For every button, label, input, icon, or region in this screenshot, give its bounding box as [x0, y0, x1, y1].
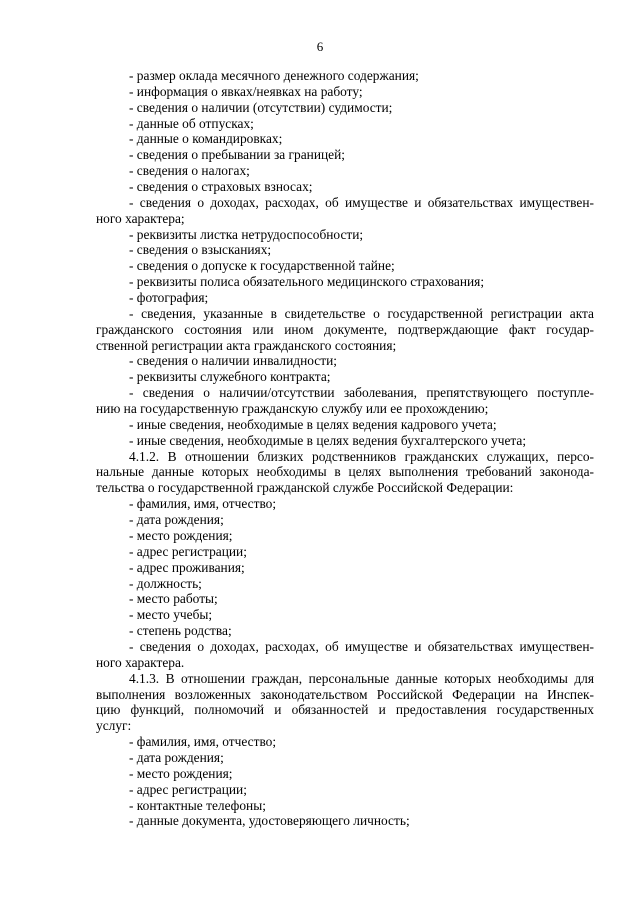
paragraph-line-indented: 4.1.3. В отношении граждан, персональные данные которых необходимы для	[129, 670, 594, 686]
paragraph-line: тельства о государственной гражданской службе Российской Федерации:	[96, 480, 514, 496]
paragraph-line-indented: - место рождения;	[129, 527, 233, 543]
paragraph-line-indented: - сведения о наличии (отсутствии) судимости;	[129, 99, 393, 115]
paragraph-line: нию на государственную гражданскую службу или ее прохождению;	[96, 401, 489, 417]
paragraph-line-indented: - место работы;	[129, 591, 218, 607]
paragraph-line-indented: - размер оклада месячного денежного содержания;	[129, 68, 419, 83]
paragraph-line-indented: - фамилия, имя, отчество;	[129, 734, 277, 750]
document-body	[96, 68, 594, 829]
paragraph-line-indented: - адрес регистрации;	[129, 781, 247, 797]
paragraph-line: выполнения возложенных законодательством Российской Федерации на Инспек-	[96, 686, 594, 702]
paragraph-line-indented: - степень родства;	[129, 623, 232, 639]
paragraph-line-indented: - сведения о налогах;	[129, 163, 250, 179]
paragraph-line-indented: - данные документа, удостоверяющего личность;	[129, 813, 410, 829]
paragraph-line-indented: 4.1.2. В отношении близких родственников гражданских служащих, персо-	[129, 448, 594, 464]
paragraph-line-indented: - реквизиты полиса обязательного медицинского страхования;	[129, 274, 485, 290]
paragraph-line-indented: - иные сведения, необходимые в целях ведения бухгалтерского учета;	[129, 432, 527, 448]
paragraph-line-indented: - данные о командировках;	[129, 131, 283, 147]
paragraph-line: услуг:	[96, 718, 132, 734]
paragraph-line-indented: - реквизиты служебного контракта;	[129, 369, 331, 385]
paragraph-line-indented: - сведения о допуске к государственной тайне;	[129, 258, 395, 274]
paragraph-line-indented: - адрес регистрации;	[129, 543, 247, 559]
paragraph-line: нальные данные которых необходимы в целях выполнения требований законода-	[96, 464, 594, 480]
paragraph-line: ственной регистрации акта гражданского состояния;	[96, 337, 397, 353]
paragraph-line: гражданского состояния или ином документе, подтверждающие факт государ-	[96, 321, 594, 337]
paragraph-line-indented: - сведения о наличии/отсутствии заболевания, препятствующего поступле-	[129, 385, 594, 401]
paragraph-line-indented: - сведения о взысканиях;	[129, 242, 272, 258]
paragraph-line: ного характера;	[96, 210, 185, 226]
paragraph-line-indented: - сведения о доходах, расходах, об имуществе и обязательствах имуществен-	[129, 638, 594, 654]
paragraph-line-indented: - данные об отпусках;	[129, 115, 254, 131]
paragraph-line-indented: - место рождения;	[129, 765, 233, 781]
paragraph-line-indented: - контактные телефоны;	[129, 797, 266, 813]
paragraph-line-indented: - сведения о страховых взносах;	[129, 179, 313, 195]
paragraph-line-indented: - сведения о наличии инвалидности;	[129, 353, 337, 369]
paragraph-line-indented: - адрес проживания;	[129, 559, 245, 575]
paragraph-line-indented: - фамилия, имя, отчество;	[129, 496, 277, 512]
paragraph-line-indented: - сведения, указанные в свидетельстве о государственной регистрации акта	[129, 305, 594, 321]
paragraph-line-indented: - место учебы;	[129, 607, 213, 623]
paragraph-line-indented: - фотография;	[129, 290, 209, 306]
paragraph-line-indented: - должность;	[129, 575, 202, 591]
paragraph-line-indented: - дата рождения;	[129, 512, 224, 528]
paragraph-line-indented: - сведения о пребывании за границей;	[129, 147, 345, 163]
paragraph-line: ного характера.	[96, 654, 185, 670]
page-number: 6	[316, 39, 324, 54]
paragraph-line-indented: - сведения о доходах, расходах, об имуществе и обязательствах имуществен-	[129, 194, 594, 210]
paragraph-line-indented: - дата рождения;	[129, 749, 224, 765]
paragraph-line-indented: - иные сведения, необходимые в целях ведения кадрового учета;	[129, 416, 497, 432]
paragraph-line-indented: - реквизиты листка нетрудоспособности;	[129, 226, 364, 242]
paragraph-line: цию функций, полномочий и обязанностей и предоставления государственных	[96, 702, 594, 718]
paragraph-line-indented: - информация о явках/неявках на работу;	[129, 83, 363, 99]
